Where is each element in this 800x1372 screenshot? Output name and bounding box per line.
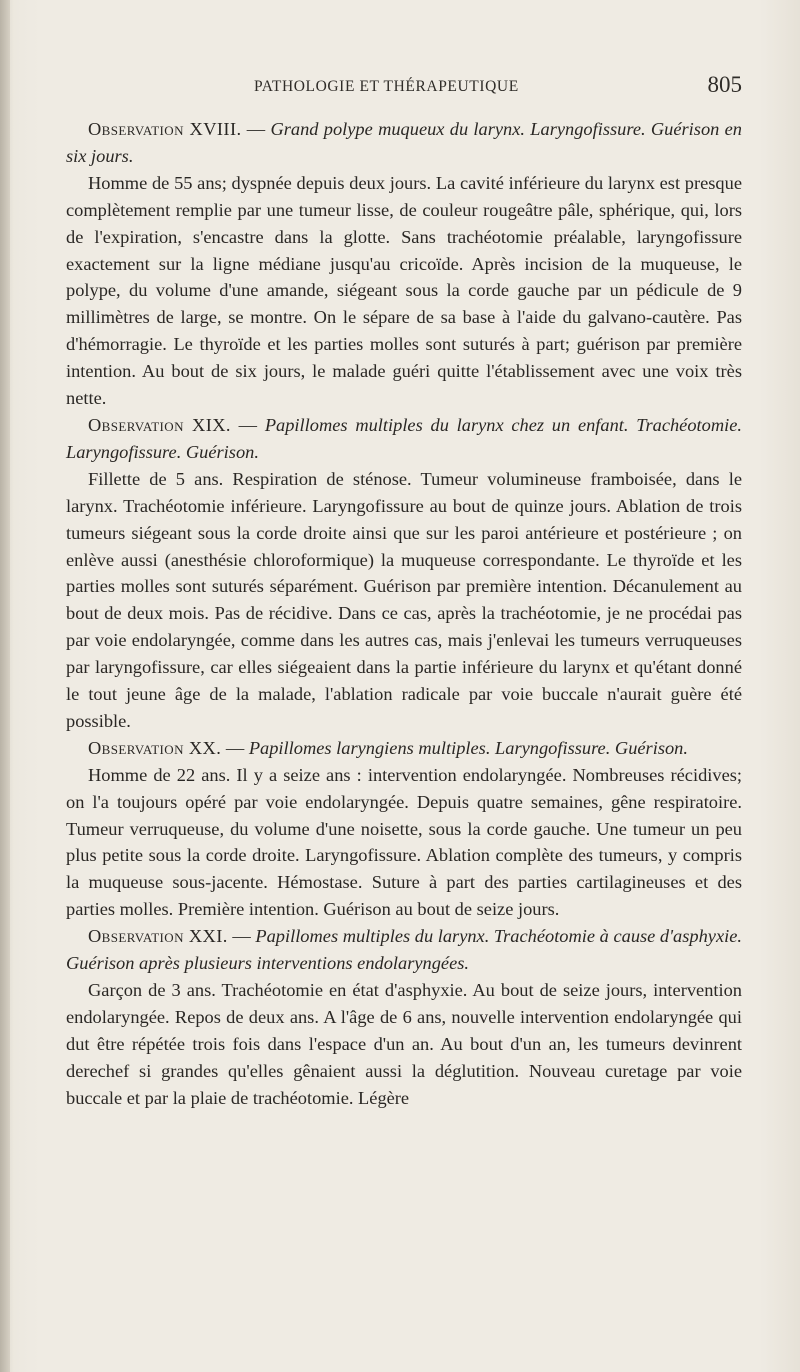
- observation-xxi: [66, 923, 742, 1111]
- observation-dash: —: [241, 119, 271, 139]
- observation-xx: [66, 735, 742, 923]
- observation-xix: [66, 412, 742, 735]
- page-number: 805: [707, 72, 742, 97]
- observation-text: Homme de 22 ans. Il y a seize ans : intervention endolaryngée. Nombreuses récidives; on l'a toujours opéré par voie endolaryngée. Depuis quatre semaines, gêne respiratoire. Tumeur verruqueuse, du volume d'une noisette, sous la corde gauche. Une tumeur un peu plus petite sous la corde droite. Laryngofissure. Ablation complète des tumeurs, y compris la muqueuse sous-jacente. Hémostase. Suture à part des parties cartilagineuses et des parties molles. Première intention. Guérison au bout de seize jours.: [66, 764, 742, 920]
- observation-title: Grand polype muqueux du larynx. Laryngofissure. Guérison en six jours.: [66, 119, 742, 166]
- observation-heading: [66, 923, 742, 977]
- observation-dash: —: [221, 737, 249, 758]
- observation-label: Observation XX.: [88, 737, 222, 758]
- observation-dash: —: [227, 926, 256, 947]
- page-body: [66, 116, 742, 1112]
- observation-xviii: [66, 116, 742, 412]
- page-header: [66, 72, 742, 106]
- observation-dash: —: [230, 414, 265, 435]
- observation-title: Papillomes laryngiens multiples. Laryngofissure. Guérison.: [248, 737, 688, 758]
- observation-heading: [66, 412, 742, 466]
- observation-heading: [66, 116, 742, 170]
- observation-heading: [66, 735, 742, 762]
- observation-title: Papillomes multiples du larynx chez un enfant. Trachéotomie. Laryngofissure. Guérison.: [66, 414, 743, 462]
- running-head: PATHOLOGIE ET THÉRAPEUTIQUE: [254, 78, 519, 95]
- observation-label: Observation XXI.: [88, 926, 228, 947]
- observation-text: Garçon de 3 ans. Trachéotomie en état d'asphyxie. Au bout de seize jours, intervention endolaryngée. Repos de deux ans. A l'âge de 6 ans, nouvelle intervention endolaryngée qui dut être répétée trois fois dans l'espace d'un an. Au bout d'un an, les tumeurs devinrent derechef si grandes qu'elles gênaient aussi la déglutition. Nouveau curetage par voie buccale et par la plaie de trachéotomie. Légère: [66, 980, 742, 1108]
- observation-label: Observation XVIII.: [88, 119, 242, 139]
- observation-title: Papillomes multiples du larynx. Trachéotomie à cause d'asphyxie. Guérison après plusieurs interventions endolaryngées.: [66, 926, 742, 974]
- observation-text: Fillette de 5 ans. Respiration de sténose. Tumeur volumineuse framboisée, dans le larynx. Trachéotomie inférieure. Laryngofissure au bout de quinze jours. Ablation de trois tumeurs siégeant sous la corde droite ainsi que sur les paroi antérieure et postérieure ; on enlève aussi (anesthésie chloroformique) la muqueuse correspondante. Le thyroïde et les parties molles sont suturés séparément. Guérison par première intention. Décanulement au bout de deux mois. Pas de récidive. Dans ce cas, après la trachéotomie, je ne procédai pas par voie endolaryngée, comme dans les autres cas, mais j'enlevai les tumeurs verruqueuses par laryngofissure, car elles siégeaient dans la partie inférieure du larynx et qu'étant donné le tout jeune âge de la malade, l'ablation radicale par voie buccale n'aurait guère été possible.: [66, 468, 742, 731]
- page-binding-edge: [0, 0, 10, 1372]
- observation-text: Homme de 55 ans; dyspnée depuis deux jours. La cavité inférieure du larynx est presque complètement remplie par une tumeur lisse, de couleur rougeâtre pâle, sphérique, qui, lors de l'expiration, s'encastre dans la glotte. Sans trachéotomie préalable, laryngofissure exactement sur la ligne médiane jusqu'au cricoïde. Après incision de la muqueuse, le polype, du volume d'une amande, siégeant sous la corde gauche par un pédicule de 9 millimètres de large, se montre. On le sépare de sa base à l'aide du galvano-cautère. Pas d'hémorragie. Le thyroïde et les parties molles sont suturés à part; guérison par première intention. Au bout de six jours, le malade guéri quitte l'établissement avec une voix très nette.: [66, 172, 742, 409]
- observation-label: Observation XIX.: [88, 414, 231, 435]
